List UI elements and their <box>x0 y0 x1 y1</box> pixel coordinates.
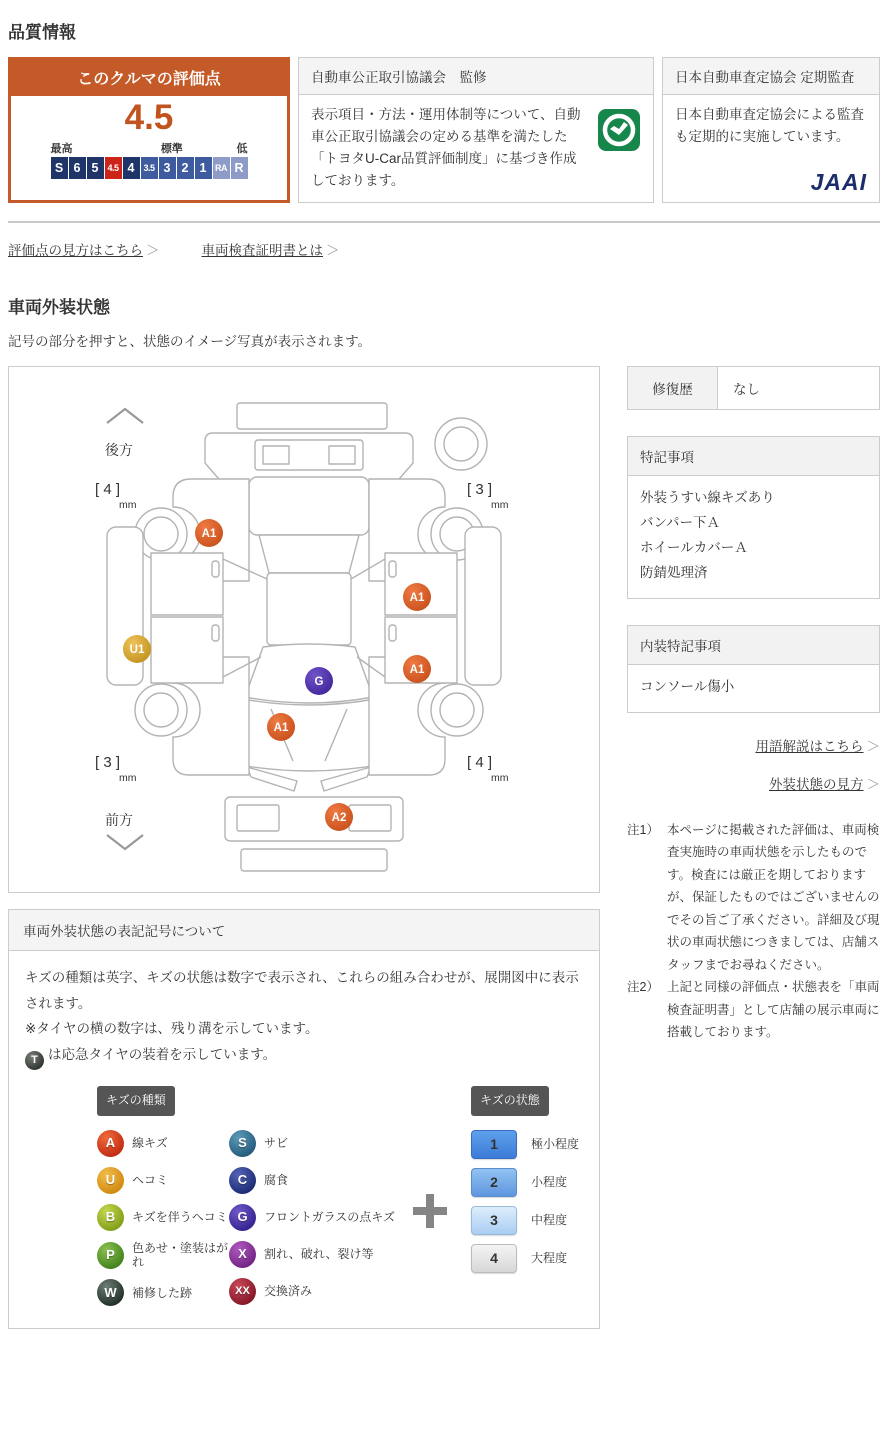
damage-marker-u1[interactable] <box>123 635 151 663</box>
legend-header: 車両外装状態の表記記号について <box>9 910 599 951</box>
damage-kind-label: 割れ、破れ、裂け等 <box>264 1246 374 1261</box>
damage-kind-icon-xx: XX <box>229 1278 256 1305</box>
special-note-item: ホイールカバーＡ <box>640 539 748 555</box>
tire-depth-rear-right <box>467 481 509 511</box>
damage-marker-a1[interactable] <box>195 519 223 547</box>
special-notes-header: 特記事項 <box>628 437 879 476</box>
damage-kind-s <box>229 1130 407 1157</box>
certificate-link[interactable]: 車両検査証明書とは ＞ <box>201 243 340 258</box>
damage-kind-label: サビ <box>264 1135 289 1150</box>
front-label: 前方 <box>105 812 133 828</box>
front-direction-chevron-icon <box>107 835 143 849</box>
links-row <box>8 239 880 259</box>
disclaimer-note: 注2） 上記と同様の評価点・状態表を「車両検査証明書」として店舗の展示車両に搭載しております。 <box>627 980 880 1040</box>
svg-text:mm: mm <box>119 772 137 784</box>
scale-cell-5: 5 <box>87 157 104 179</box>
damage-kind-icon-a: A <box>97 1130 124 1157</box>
damage-state-label: 大程度 <box>531 1250 568 1265</box>
interior-note-item: コンソール傷小 <box>640 678 735 694</box>
svg-text:A1: A1 <box>409 664 425 676</box>
supervision-box <box>298 57 654 203</box>
plus-icon <box>413 1194 447 1228</box>
scale-cell-6: 6 <box>69 157 86 179</box>
damage-kind-x <box>229 1241 407 1268</box>
damage-kind-label: フロントガラスの点キズ <box>264 1209 396 1224</box>
page-title: 品質情報 <box>8 23 76 42</box>
jaai-box <box>662 57 880 203</box>
legend-line-3: T は応急タイヤの装着を示しています。 <box>25 1042 583 1070</box>
scale-label-best: 最高 <box>50 142 73 155</box>
special-note-item: 外装うすい線キズあり <box>640 490 775 505</box>
score-scale <box>51 140 248 179</box>
damage-kind-a <box>97 1130 229 1157</box>
damage-state-chip-3: 3 <box>471 1206 517 1235</box>
damage-state-label: 中程度 <box>531 1212 568 1227</box>
damage-kind-u <box>97 1167 229 1194</box>
interior-notes-header: 内装特記事項 <box>628 626 879 665</box>
damage-kind-w <box>97 1279 229 1306</box>
scale-cell-3.5: 3.5 <box>141 157 158 179</box>
kind-badge: キズの種類 <box>97 1086 175 1116</box>
svg-text:[ 3 ]: [ 3 ] <box>467 481 493 498</box>
scale-cell-4.5-active: 4.5 <box>105 157 122 179</box>
disclaimer-notes <box>627 819 880 1044</box>
repair-history-row <box>627 366 880 410</box>
evaluation-table <box>8 221 880 223</box>
chevron-right-icon: ＞ <box>146 243 160 258</box>
scale-cell-RA: RA <box>213 157 230 179</box>
quality-summary-row <box>8 57 880 203</box>
damage-kind-g <box>229 1204 407 1231</box>
damage-marker-a1[interactable] <box>403 583 431 611</box>
damage-kind-icon-x: X <box>229 1241 256 1268</box>
rear-label: 後方 <box>105 442 133 458</box>
damage-state-2 <box>471 1168 579 1197</box>
supervision-header: 自動車公正取引協議会 監修 <box>299 58 653 95</box>
special-note-item: バンパー下Ａ <box>640 514 721 530</box>
damage-state-chip-4: 4 <box>471 1244 517 1273</box>
scale-cell-2: 2 <box>177 157 194 179</box>
damage-states-legend <box>471 1086 579 1307</box>
damage-state-label: 小程度 <box>531 1174 568 1189</box>
chevron-right-icon: ＞ <box>326 243 340 258</box>
damage-kind-label: 色あせ・塗装はがれ <box>132 1240 229 1270</box>
svg-text:[ 4 ]: [ 4 ] <box>467 754 493 771</box>
damage-kind-icon-c: C <box>229 1167 256 1194</box>
legend-line-1: キズの種類は英字、キズの状態は数字で表示され、これらの組み合わせが、展開図中に表示されます。 <box>25 970 579 1011</box>
exterior-section-subtitle: 記号の部分を押すと、状態のイメージ写真が表示されます。 <box>8 334 372 349</box>
svg-text:G: G <box>314 676 324 688</box>
fair-trade-emblem-icon <box>597 108 641 152</box>
damage-kind-label: 線キズ <box>132 1135 168 1150</box>
damage-kind-icon-b: B <box>97 1204 124 1231</box>
rating-guide-link[interactable]: 評価点の見方はこちら ＞ <box>8 243 160 258</box>
tire-depth-front-right <box>467 754 509 784</box>
special-note-item: 防錆処理済 <box>640 564 708 580</box>
damage-kind-icon-u: U <box>97 1167 124 1194</box>
spare-tire-icon: T <box>25 1051 44 1070</box>
damage-state-label: 極小程度 <box>531 1136 580 1151</box>
score-box-header: このクルマの評価点 <box>11 60 287 96</box>
damage-marker-a2[interactable] <box>325 803 353 831</box>
score-value: 4.5 <box>124 98 174 137</box>
damage-kind-c <box>229 1167 407 1194</box>
svg-text:mm: mm <box>491 772 509 784</box>
damage-kind-icon-g: G <box>229 1204 256 1231</box>
svg-text:A1: A1 <box>409 592 425 604</box>
interior-notes-box <box>627 625 880 713</box>
damage-kind-icon-p: P <box>97 1242 124 1269</box>
damage-kind-b <box>97 1204 229 1231</box>
tire-depth-rear-left <box>95 481 137 511</box>
scale-label-low: 低 <box>236 142 248 155</box>
supervision-body-text: 表示項目・方法・運用体制等について、自動車公正取引協議会の定める基準を満たした「トヨタU-Car品質評価制度」に基づき作成しております。 <box>311 107 581 188</box>
glossary-link[interactable]: 用語解説はこちら ＞ <box>755 738 880 754</box>
damage-kind-label: 補修した跡 <box>132 1285 193 1300</box>
damage-state-4 <box>471 1244 579 1273</box>
score-box <box>8 57 290 203</box>
damage-kind-xx <box>229 1278 407 1305</box>
jaai-body-text: 日本自動車査定協会による監査も定期的に実施しています。 <box>675 107 864 144</box>
special-notes-box <box>627 436 880 599</box>
jaai-header: 日本自動車査定協会 定期監査 <box>663 58 879 95</box>
damage-state-3 <box>471 1206 579 1235</box>
exterior-guide-link[interactable]: 外装状態の見方 ＞ <box>769 776 880 792</box>
scale-cell-1: 1 <box>195 157 212 179</box>
damage-state-chip-1: 1 <box>471 1130 517 1159</box>
scale-label-standard: 標準 <box>160 142 183 155</box>
disclaimer-note: 注1） 本ページに掲載された評価は、車両検査実施時の車両状態を示したものです。検査には厳正を期しておりますが、保証したものではございませんのでその旨ご了承ください。詳細及び現状の車両状態につきましては、店舗スタッフまでお尋ねください。 <box>627 822 880 972</box>
legend-line-2: ※タイヤの横の数字は、残り溝を示しています。 <box>25 1021 319 1037</box>
damage-kind-p <box>97 1241 229 1270</box>
symbol-legend-box <box>8 909 600 1329</box>
chevron-right-icon: ＞ <box>866 776 880 792</box>
damage-marker-a1[interactable] <box>403 655 431 683</box>
repair-history-value: なし <box>733 382 760 397</box>
damage-kind-icon-w: W <box>97 1279 124 1306</box>
svg-text:mm: mm <box>119 499 137 511</box>
damage-kinds-legend <box>97 1086 407 1307</box>
svg-text:A1: A1 <box>273 722 289 734</box>
svg-text:[ 4 ]: [ 4 ] <box>95 481 121 498</box>
jaai-logo: JAAI <box>810 169 867 195</box>
scale-cell-3: 3 <box>159 157 176 179</box>
damage-kind-label: ヘコミ <box>132 1172 169 1187</box>
damage-kind-label: キズを伴うヘコミ <box>132 1209 228 1224</box>
scale-cell-R: R <box>231 157 248 179</box>
damage-state-chip-2: 2 <box>471 1168 517 1197</box>
damage-kind-icon-s: S <box>229 1130 256 1157</box>
svg-text:A2: A2 <box>331 812 347 824</box>
scale-cell-S: S <box>51 157 68 179</box>
svg-text:[ 3 ]: [ 3 ] <box>95 754 121 771</box>
exterior-section-title: 車両外装状態 <box>8 298 110 317</box>
state-badge: キズの状態 <box>471 1086 549 1116</box>
scale-cell-4: 4 <box>123 157 140 179</box>
damage-kind-label: 交換済み <box>264 1283 313 1298</box>
car-exterior-diagram <box>8 366 600 893</box>
svg-text:A1: A1 <box>201 528 217 540</box>
damage-kind-label: 腐食 <box>264 1172 289 1187</box>
svg-text:mm: mm <box>491 499 509 511</box>
chevron-right-icon: ＞ <box>866 738 880 754</box>
rear-direction-chevron-icon <box>107 409 143 423</box>
svg-text:U1: U1 <box>129 644 145 656</box>
damage-marker-a1[interactable] <box>267 713 295 741</box>
exterior-sidebar <box>627 366 880 1044</box>
damage-marker-g[interactable] <box>305 667 333 695</box>
repair-history-label: 修復歴 <box>628 367 718 409</box>
damage-state-1 <box>471 1130 579 1159</box>
tire-depth-front-left <box>95 754 137 784</box>
car-outline <box>107 403 501 871</box>
